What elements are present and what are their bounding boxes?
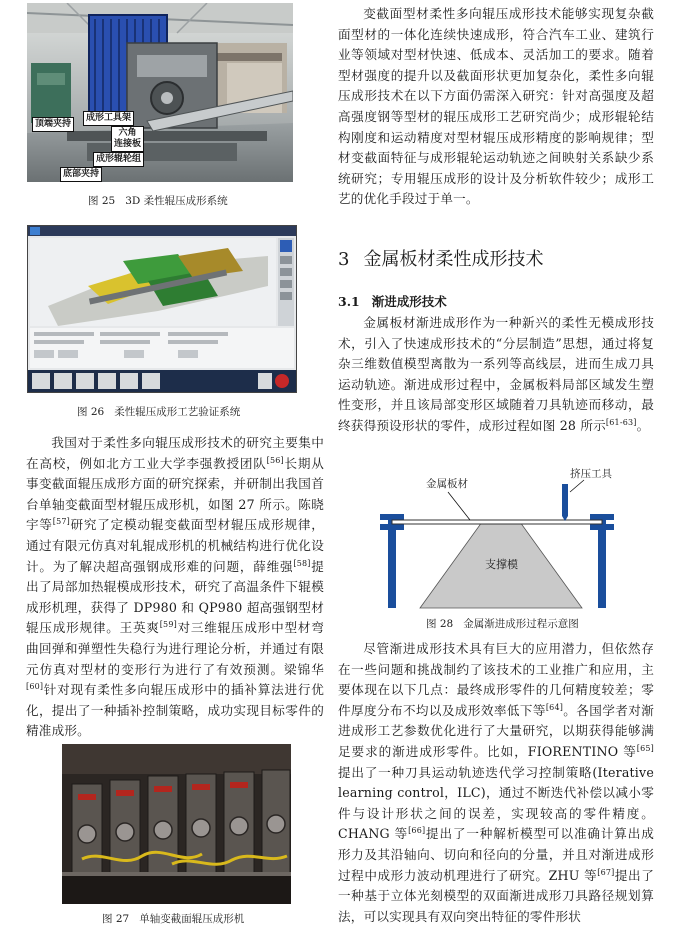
left-para-text-2: 长期从事变截面辊压成形方面的研究探索，并研制出我国首台单轴变截面型材辊压成形机，如图 27 所示。陈晓宇等	[26, 455, 324, 533]
section-3-number: 3	[338, 249, 350, 270]
fig26-screenshot	[27, 225, 297, 393]
fig28-tool	[562, 484, 568, 516]
ref-67: [67]	[597, 867, 615, 877]
ref-57: [57]	[52, 517, 70, 527]
section-3-heading	[338, 248, 543, 272]
fig28-title: 金属渐进成形过程示意图	[463, 618, 579, 630]
right-para2-text-2: 。	[636, 417, 650, 433]
ref-64: [64]	[545, 702, 564, 712]
right-para3-text-3: 提出了一种刀具运动轨迹迭代学习控制策略(Iterative learning control，ILC)，通过不断迭代补偿以减小零件与设计形状之间的误差，实现较高的零件精度。CHANG 等	[338, 764, 654, 842]
left-para-text-1: 我国对于柔性多向辊压成形技术的研究主要集中在高校，例如北方工业大学李强教授团队	[26, 435, 324, 471]
fig25-label-tool-frame: 成形工具架	[83, 111, 134, 126]
left-para-text-3: 研究了定模动辊变截面型材辊压成形规律，通过有限元仿真对轧辊成形机的机械结构进行优化设计。为了解决超高强钢成形难的问题，薛维强	[26, 517, 324, 574]
left-paragraph	[26, 433, 324, 742]
fig28-tool-leader	[570, 480, 584, 492]
fig25-label-hex-plate-line1: 六角	[118, 128, 137, 138]
fig25-label-hex-plate-line2: 连接板	[114, 139, 142, 149]
ref-66: [66]	[408, 826, 426, 836]
fig28-label-sheet: 金属板材	[426, 478, 468, 490]
ref-65: [65]	[636, 743, 654, 753]
section-3-1-title: 渐进成形技术	[371, 294, 447, 309]
fig25-label-top-clamp: 顶端夹持	[32, 117, 74, 132]
section-3-1-heading	[338, 293, 447, 311]
fig28-number: 图 28	[426, 618, 454, 630]
fig28-left-clamp-top	[380, 514, 404, 520]
left-para-text-5: 对三维辊压成形中型材弯曲回弹和弹塑性失稳行为进行理论分析，并通过有限元仿真对型材的变形行为进行了有效预测。梁锦华	[26, 620, 325, 677]
fig25-number: 图 25	[88, 195, 116, 207]
ref-58: [58]	[293, 558, 311, 568]
fig28-sheet-leader	[448, 492, 470, 520]
fig26-caption	[77, 405, 240, 419]
fig26-screenshot-graphic	[28, 226, 296, 392]
right-para2-text-1: 金属板材渐进成形作为一种新兴的柔性无模成形技术，引入了快速成形技术的“分层制造”思想，通过将复杂三维数值模型离散为一系列等高线层，进而生成刀具运动轨迹。渐进成形过程中，金属板料局部区域发生塑性变形，并且该局部变形区域随着刀具轨迹而移动，最终获得预设形状的零件，成形过程如图 28 所示	[338, 315, 654, 433]
left-para-text-6: 针对现有柔性多向辊压成形中的插补算法进行优化，提出了一种插补控制策略，成功实现目标零件的精准成形。	[26, 682, 324, 739]
fig28-label-support: 支撑模	[485, 558, 518, 571]
fig25-caption	[88, 194, 228, 208]
fig26-title: 柔性辊压成形工艺验证系统	[114, 406, 241, 418]
fig27-caption	[102, 912, 244, 926]
fig25-label-hex-plate	[111, 126, 144, 152]
right-paragraph-3	[338, 639, 654, 927]
fig27-number: 图 27	[102, 913, 130, 925]
section-3-1-number: 3.1	[338, 294, 360, 309]
right-para3-text-2: 。各国学者对渐进成形工艺参数优化进行了大量研究，以期获得能够满足要求的渐进成形零件。比如，FIORENTINO 等	[338, 702, 655, 759]
section-3-title: 金属板材柔性成形技术	[363, 249, 544, 270]
right-para3-text-1: 尽管渐进成形技术具有巨大的应用潜力，但依然存在一些问题和挑战制约了该技术的工业推广和应用，主要体现在以下几点：最终成形零件的几何精度较差；零件厚度分布不均以及成形效率低下等	[338, 641, 654, 718]
fig27-photo-graphic	[62, 744, 291, 904]
right-paragraph-1: 变截面型材柔性多向辊压成形技术能够实现复杂截面型材的一体化连续快速成形，符合汽车工业、建筑行业等领域对型材快速、低成本、灵活加工的要求。随着型材强度的提升以及截面形状更加复杂化，柔性多向辊压成形技术在以下方面仍需深入研究：针对高强度及超高强度钢等型材的辊压成形工艺研究尚少；成形辊轮结构刚度和运动精度对型材辊压成形精度的影响规律；型材变截面特征与成形辊轮运动轨迹之间映射关系缺少系统研究；专用辊压成形的设计及分析软件较少；成形工艺的优化手段过于单一。	[338, 6, 654, 207]
right-para3-text-5: 提出了一种基于立体光刻模型的双面渐进成形刀具路径规划算法，可以实现具有双向突出特征的零件形状	[338, 867, 654, 924]
fig25-label-bottom-clamp: 底部夹持	[60, 167, 102, 182]
fig28-label-tool: 挤压工具	[570, 468, 612, 480]
fig25-title: 3D 柔性辊压成形系统	[125, 195, 228, 207]
fig25-photo-graphic	[27, 3, 293, 182]
left-para-text-4: 提出了局部加热辊模成形技术，研究了高温条件下辊模成形机理，获得了 DP980 和 QP980 超高强钢型材辊压成形规律。王英爽	[26, 558, 325, 636]
right-paragraph-2	[338, 313, 654, 437]
fig25-label-roller-group: 成形辊轮组	[93, 152, 144, 167]
fig28-sheet	[392, 520, 602, 524]
fig27-title: 单轴变截面辊压成形机	[139, 913, 245, 925]
fig28-diagram	[370, 462, 640, 610]
fig28-caption	[426, 617, 579, 631]
fig26-number: 图 26	[77, 406, 105, 418]
fig28-left-clamp-bottom	[380, 524, 404, 530]
ref-56: [56]	[266, 455, 284, 465]
right-para3-text-4: 提出了一种解析模型可以准确计算出成形力及其沿轴向、切向和径向的分量，并且对渐进成形过程中成形力波动机理进行了研究。ZHU 等	[338, 826, 654, 883]
ref-59: [59]	[159, 620, 177, 630]
ref-61-63: [61-63]	[605, 417, 637, 427]
fig25-photo	[27, 3, 293, 182]
fig28-right-clamp-bottom	[590, 524, 614, 530]
fig27-photo	[62, 744, 291, 904]
ref-60: [60]	[26, 682, 44, 692]
fig28-right-clamp-top	[590, 514, 614, 520]
